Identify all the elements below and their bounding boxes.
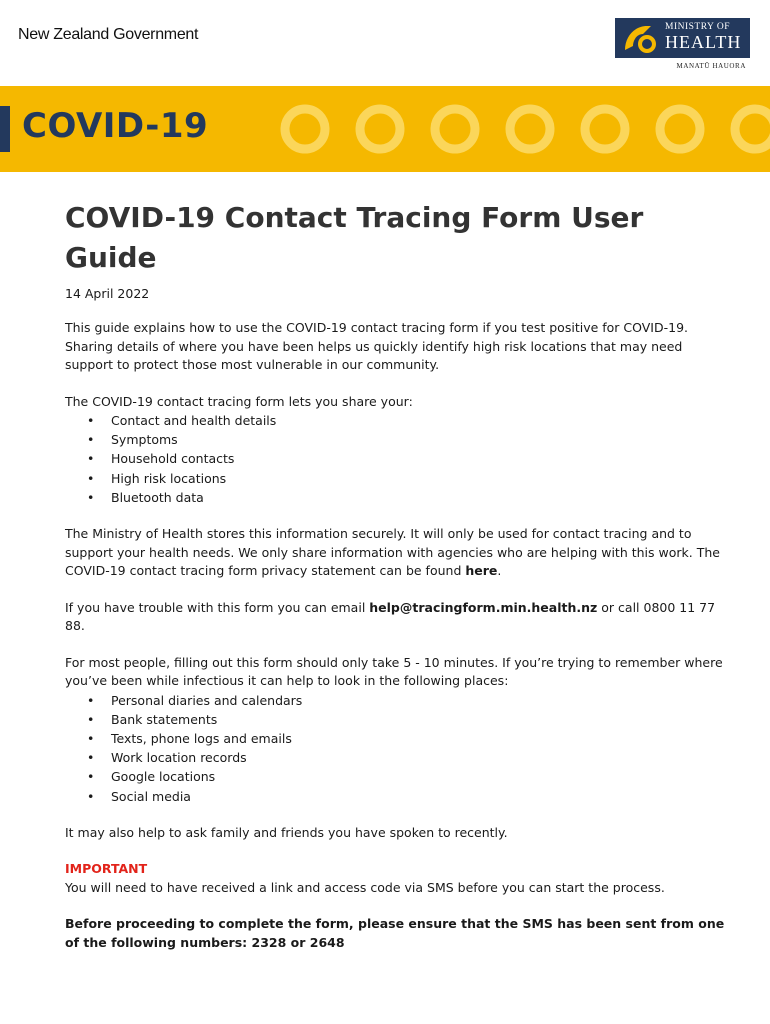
list-item: • Symptoms — [87, 430, 725, 449]
document-date: 14 April 2022 — [65, 286, 150, 301]
list-item: • Bluetooth data — [87, 488, 725, 507]
privacy-text: The Ministry of Health stores this information securely. It will only be used for contact tracing and to support your health needs. We only share information with agencies who are helping with this work. The COVID-19 contact tracing form privacy statement can be found — [65, 526, 720, 579]
trouble-paragraph — [65, 599, 725, 636]
nz-government-logo: New Zealand Government — [18, 26, 199, 43]
kowhaiwhai-pattern-icon — [270, 86, 770, 172]
important-label: IMPORTANT — [65, 861, 148, 877]
privacy-paragraph — [65, 525, 725, 581]
time-paragraph: For most people, filling out this form should only take 5 - 10 minutes. If you’re trying to remember where you’ve been while infectious it can help to look in the following places: — [65, 654, 723, 689]
privacy-statement-link[interactable]: here — [465, 563, 498, 579]
moh-line2: HEALTH — [665, 32, 742, 52]
list-item: • Household contacts — [87, 449, 725, 468]
help-email-link[interactable]: help@tracingform.min.health.nz — [369, 599, 598, 615]
privacy-end: . — [497, 563, 502, 579]
list-item: • Contact and health details — [87, 411, 725, 430]
sms-note: Before proceeding to complete the form, please ensure that the SMS has been sent from one of the following numbers: 2328 or 2648 — [65, 916, 725, 950]
moh-line1: MINISTRY OF — [665, 22, 731, 32]
important-text: You will need to have received a link and access code via SMS before you can start the process. — [65, 879, 665, 895]
list-item: • Bank statements — [87, 710, 725, 729]
list-item: • Texts, phone logs and emails — [87, 729, 725, 748]
moh-koru-icon — [621, 22, 661, 54]
document-body — [65, 198, 725, 952]
list-item: • Personal diaries and calendars — [87, 691, 725, 710]
share-intro: The COVID-19 contact tracing form lets you share your: — [65, 393, 413, 409]
ministry-of-health-logo — [615, 18, 750, 74]
banner-title: COVID-19 — [22, 106, 209, 146]
trouble-text: If you have trouble with this form you can email — [65, 599, 370, 615]
places-list — [87, 691, 725, 806]
trouble-phone-text: or call 0800 11 77 88. — [65, 599, 716, 634]
moh-logo-box — [615, 18, 750, 58]
intro-paragraph: This guide explains how to use the COVID-19 contact tracing form if you test positive for COVID-19. Sharing details of where you have been helps us quickly identify high risk locations that may need support to protect those most vulnerable in our community. — [65, 320, 689, 372]
page-title: COVID-19 Contact Tracing Form User Guide — [65, 201, 644, 274]
share-list — [87, 411, 725, 507]
list-item: • Work location records — [87, 748, 725, 767]
list-item: • Social media — [87, 787, 725, 806]
moh-subtitle: MANATŪ HAUORA — [676, 62, 746, 70]
list-item: • High risk locations — [87, 469, 725, 488]
covid-banner — [0, 86, 770, 172]
list-item: • Google locations — [87, 767, 725, 786]
banner-accent-bar — [0, 106, 10, 152]
family-paragraph: It may also help to ask family and friends you have spoken to recently. — [65, 824, 508, 840]
